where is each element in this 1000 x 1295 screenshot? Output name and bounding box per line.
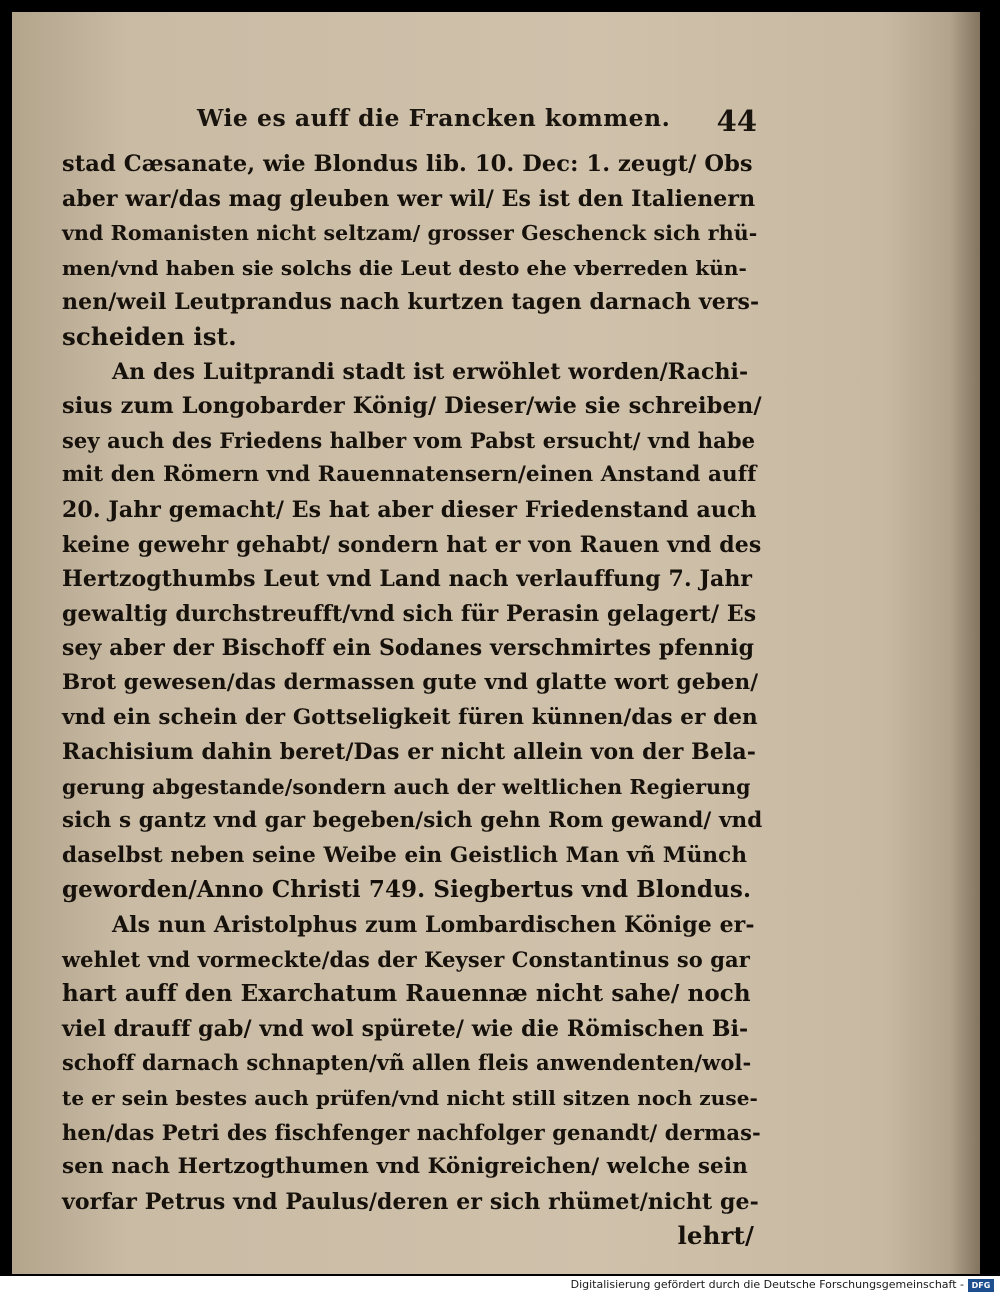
text-line: 20. Jahr gemacht/ Es hat aber dieser Friedenstand auch [62, 496, 757, 523]
text-line: mit den Römern vnd Rauennatensern/einen Anstand auff [62, 462, 757, 488]
text-line: vorfar Petrus vnd Paulus/deren er sich rhümet/nicht ge- [62, 1188, 759, 1215]
body-text [62, 147, 762, 1254]
text-line: sius zum Longobarder König/ Dieser/wie sie schreiben/ [62, 393, 762, 420]
text-line: te er sein bestes auch prüfen/vnd nicht still sitzen noch zuse- [62, 1086, 758, 1111]
text-line: geworden/Anno Christi 749. Siegbertus vnd Blondus. [62, 876, 752, 904]
page-header [197, 104, 757, 148]
text-line: hart auff den Exarchatum Rauennæ nicht sahe/ noch [62, 980, 751, 1008]
text-line: men/vnd haben sie solchs die Leut desto ehe vberreden kün- [62, 255, 747, 280]
text-line: sen nach Hertzogthumen vnd Königreichen/ welche sein [62, 1154, 748, 1180]
running-head: Wie es auff die Francken kommen. [197, 104, 671, 132]
text-line: viel drauff gab/ vnd wol spürete/ wie die Römischen Bi- [62, 1015, 749, 1042]
text-line: daselbst neben seine Weibe ein Geistlich Man vñ Münch [62, 842, 748, 868]
digitization-footer [0, 1276, 1000, 1295]
text-line: vnd ein schein der Gottseligkeit füren künnen/das er den [62, 704, 758, 730]
text-line: scheiden ist. [62, 321, 237, 351]
text-line: Rachisium dahin beret/Das er nicht allein von der Bela- [62, 739, 757, 766]
text-line: Brot gewesen/das dermassen gute vnd glatte wort geben/ [62, 669, 759, 695]
text-line: aber war/das mag gleuben wer wil/ Es ist den Italienern [62, 185, 756, 212]
text-line: sey auch des Friedens halber vom Pabst ersucht/ vnd habe [62, 427, 756, 453]
text-line: sey aber der Bischoff ein Sodanes verschmirtes pfennig [62, 635, 755, 662]
text-line: sich s gantz vnd gar begeben/sich gehn Rom gewand/ vnd [62, 808, 763, 834]
text-line: hen/das Petri des fischfenger nachfolger genandt/ dermas- [62, 1119, 761, 1145]
text-line: Hertzogthumbs Leut vnd Land nach verlauffung 7. Jahr [62, 566, 753, 593]
text-line: keine gewehr gehabt/ sondern hat er von Rauen vnd des [62, 531, 762, 558]
book-page [12, 12, 980, 1274]
text-line: wehlet vnd vormeckte/das der Keyser Constantinus so gar [62, 946, 750, 972]
text-line: stad Cæsanate, wie Blondus lib. 10. Dec: 1. zeugt/ Obs [62, 151, 753, 177]
page-number: 44 [716, 104, 757, 138]
funding-credit: Digitalisierung gefördert durch die Deutsche Forschungsgemeinschaft - [570, 1278, 964, 1291]
paragraph-start-line: An des Luitprandi stadt ist erwöhlet worden/Rachi- [112, 358, 749, 385]
text-line: gerung abgestande/sondern auch der weltlichen Regierung [62, 774, 751, 799]
text-line: vnd Romanisten nicht seltzam/ grosser Geschenck sich rhü- [62, 221, 758, 246]
paragraph-start-line: Als nun Aristolphus zum Lombardischen Könige er- [112, 912, 755, 939]
text-line: schoff darnach schnapten/vñ allen fleis anwendenten/wol- [62, 1050, 752, 1076]
catchword: lehrt/ [677, 1221, 754, 1251]
text-line: gewaltig durchstreufft/vnd sich für Perasin gelagert/ Es [62, 600, 757, 627]
dfg-logo: DFG [968, 1279, 994, 1292]
text-line: nen/weil Leutprandus nach kurtzen tagen darnach vers- [62, 289, 760, 316]
page-gutter-shadow [950, 12, 980, 1274]
